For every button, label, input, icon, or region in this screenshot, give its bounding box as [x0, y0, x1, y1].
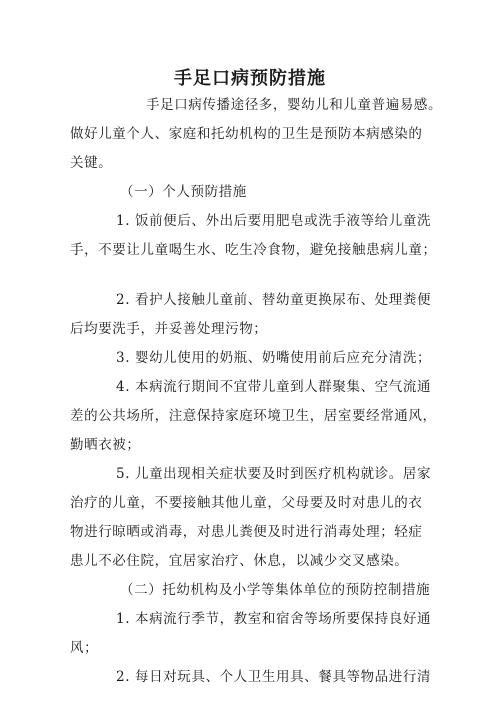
text-line: 治疗的儿童，不要接触其他儿童，父母要及时对患儿的衣 [70, 495, 423, 511]
text-line: 1. 本病流行季节，教室和宿舍等场所要保持良好通 [116, 611, 432, 627]
text-line: 物进行晾晒或消毒，对患儿粪便及时进行消毒处理；轻症 [70, 524, 423, 540]
text-line: 2. 看护人接触儿童前、替幼童更换尿布、处理粪便 [116, 292, 432, 308]
text-line: 风； [70, 640, 99, 656]
section-heading: （二）托幼机构及小学等集体单位的预防控制措施 [120, 582, 431, 598]
text-line: 勤晒衣被； [70, 437, 141, 453]
text-line: 4. 本病流行期间不宜带儿童到人群聚集、空气流通 [116, 379, 432, 395]
text-line: 手足口病传播途径多，婴幼儿和儿童普遍易感。 [146, 97, 443, 113]
text-line: 1. 饭前便后、外出后要用肥皂或洗手液等给儿童洗 [116, 213, 432, 229]
text-line: 手，不要让儿童喝生水、吃生冷食物，避免接触患病儿童； [70, 242, 437, 258]
text-line: 关键。 [70, 155, 113, 171]
text-line: 3. 婴幼儿使用的奶瓶、奶嘴使用前后应充分清洗； [116, 350, 432, 366]
text-line: 做好儿童个人、家庭和托幼机构的卫生是预防本病感染的 [70, 126, 423, 142]
text-line: 5. 儿童出现相关症状要及时到医疗机构就诊。居家 [116, 466, 432, 482]
text-line: 患儿不必住院，宜居家治疗、休息，以减少交叉感染。 [70, 553, 409, 569]
text-line: 后均要洗手，并妥善处理污物； [70, 321, 268, 337]
document-title: 手足口病预防措施 [174, 68, 326, 89]
text-line: 差的公共场所，注意保持家庭环境卫生，居室要经常通风， [70, 408, 437, 424]
text-line: 2. 每日对玩具、个人卫生用具、餐具等物品进行清 [116, 669, 432, 685]
section-heading: （一）个人预防措施 [120, 184, 247, 200]
